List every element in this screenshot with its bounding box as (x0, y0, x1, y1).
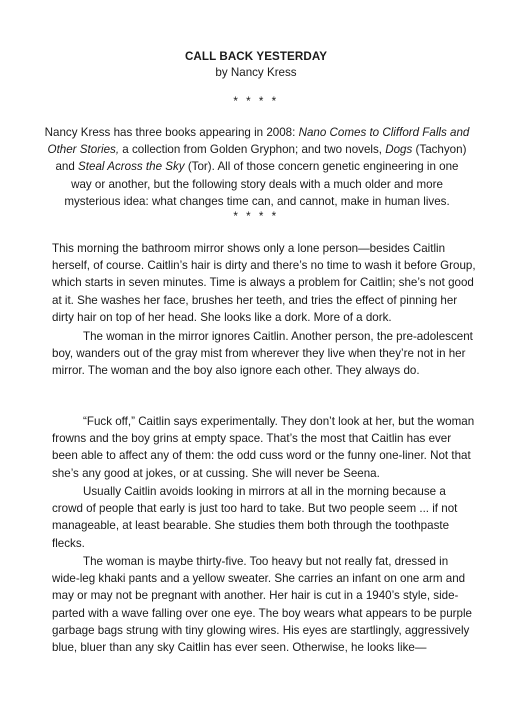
author-byline: by Nancy Kress (215, 66, 297, 79)
intro-book-title-nano: Nano Comes to Clifford Falls and Other Stories, (47, 126, 470, 157)
story-paragraph-1: This morning the bathroom mirror shows only a lone person—besides Caitlin herself, of course. Caitlin’s hair is dirty and there’s no time to wash it before Group, which starts in seven minutes. Time is always a problem for Caitlin; she’s not good at it. She washes her face, brushes her teeth, and tries the effect of pinning her dirty hair on top of her head. She looks like a dork. More of a dork. (52, 242, 476, 324)
story-paragraph-5: The woman is maybe thirty-five. Too heavy but not really fat, dressed in wide-leg khaki pants and a yellow sweater. She carries an infant on one arm and may or may not be pregnant with another. Her hair is cut in a 1940’s style, side-parted with a wave falling over one eye. The boy wears what appears to be purple garbage bags strung with tiny glowing wires. His eyes are startlingly, aggressively blue, bluer than any sky Caitlin has ever seen. Otherwise, he looks like— (52, 555, 472, 655)
story-paragraph-2: The woman in the mirror ignores Caitlin. Another person, the pre-adolescent boy, wanders out of the gray mist from wherever they live when they’re not in her mirror. The woman and the boy also ignore each other. They always do. (52, 330, 473, 378)
intro-text-4: (Tor). All of those concern genetic engineering in one way or another, but the following story deals with a much older and more mysterious idea: what changes time can, and cannot, make in human lives. (64, 160, 459, 208)
intro-book-title-steal: Steal Across the Sky (78, 160, 185, 174)
intro-book-title-dogs: Dogs (385, 143, 413, 157)
intro-text-1: Nancy Kress has three books appearing in 2008: (44, 126, 299, 139)
story-paragraph-3: “Fuck off,” Caitlin says experimentally. They don’t look at her, but the woman frowns and the boy grins at empty space. That’s the most that Caitlin has ever been able to affect any of them: the odd cuss word or the funny one-liner. Not that she’s any good at jokes, or at cussing. She will never be Seena. (52, 415, 475, 480)
section-separator-top: * * * * (233, 95, 279, 108)
story-paragraph-4: Usually Caitlin avoids looking in mirrors at all in the morning because a crowd of people that early is just too hard to take. But two people seem ... if not manageable, at least bearable. She studies them both through the toothpaste flecks. (52, 485, 458, 550)
author-introduction (44, 124, 470, 210)
intro-text-3: (Tachyon) and (55, 143, 467, 174)
intro-text-2: a collection from Golden Gryphon; and two novels, (119, 143, 386, 157)
story-title: CALL BACK YESTERDAY (184, 50, 328, 63)
section-separator-bottom: * * * * (233, 210, 279, 223)
